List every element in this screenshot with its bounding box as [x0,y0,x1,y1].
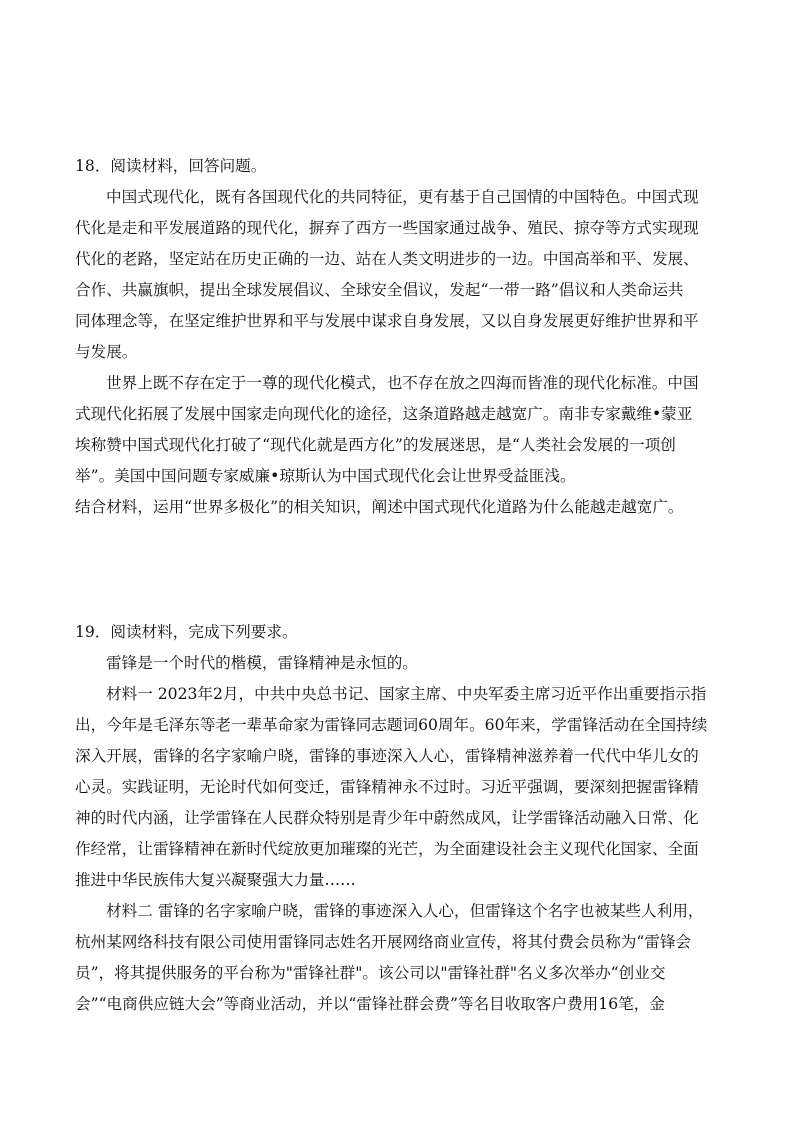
question-18-text-line: 与发展。 [75,343,138,361]
question-19-text-line: 雷锋是一个时代的楷模，雷锋精神是永恒的。 [106,654,418,672]
question-19-title: 19．阅读材料，完成下列要求。 [75,623,298,641]
question-18-text-line: 埃称赞中国式现代化打破了“现代化就是西方化”的发展迷思，是“人类社会发展的一项创 [75,436,676,454]
question-18-text-line: 合作、共赢旗帜，提出全球发展倡议、全球安全倡议，发起“一带一路”倡议和人类命运共 [75,281,684,299]
question-19-text-line: 深入开展，雷锋的名字家喻户晓，雷锋的事迹深入人心，雷锋精神滋养着一代代中华儿女的 [75,747,699,765]
question-19-text-line: 心灵。实践证明，无论时代如何变迁，雷锋精神永不过时。习近平强调，要深刻把握雷锋精 [75,778,699,796]
question-18-title: 18．阅读材料，回答问题。 [75,157,267,175]
question-19-text-line: 神的时代内涵，让学雷锋在人民群众特别是青少年中蔚然成风，让学雷锋活动融入日常、化 [75,809,699,827]
question-19-text-line: 作经常，让雷锋精神在新时代绽放更加璀璨的光芒，为全面建设社会主义现代化国家、全面 [75,840,699,858]
question-19-text-line: 出，今年是毛泽东等老一辈革命家为雷锋同志题词60周年。60年来，学雷锋活动在全国持续 [75,716,708,734]
question-18-text-line: 同体理念等，在坚定维护世界和平与发展中谋求自身发展，又以自身发展更好维护世界和平 [75,312,699,330]
question-19-text-line: 推进中华民族伟大复兴凝聚强大力量…… [75,871,356,889]
question-18-text-line: 式现代化拓展了发展中国家走向现代化的途径，这条道路越走越宽广。南非专家戴维•蒙亚 [75,405,693,423]
question-19-text-line: 杭州某网络科技有限公司使用雷锋同志姓名开展网络商业宣传，将其付费会员称为“雷锋会 [75,933,692,951]
question-18-text-line: 代化的老路，坚定站在历史正确的一边、站在人类文明进步的一边。中国高举和平、发展、 [75,250,699,268]
question-18-text-line: 举”。美国中国问题专家威廉•琼斯认为中国式现代化会让世界受益匪浅。 [75,467,576,485]
question-18-text-line: 中国式现代化，既有各国现代化的共同特征，更有基于自己国情的中国特色。中国式现 [106,188,699,206]
question-19-text-line: 材料二 雷锋的名字家喻户晓，雷锋的事迹深入人心，但雷锋这个名字也被某些人利用， [106,902,704,920]
question-19-text-line: 材料一 2023年2月，中共中央总书记、国家主席、中央军委主席习近平作出重要指示指 [106,685,707,703]
question-18-text-line: 世界上既不存在定于一尊的现代化模式，也不存在放之四海而皆准的现代化标准。中国 [106,374,699,392]
question-18-prompt: 结合材料，运用“世界多极化”的相关知识，阐述中国式现代化道路为什么能越走越宽广。 [75,498,684,516]
question-19-text-line: 员”，将其提供服务的平台称为"雷锋社群"。该公司以"雷锋社群"名义多次举办“创业交 [75,964,666,982]
question-18-text-line: 代化是走和平发展道路的现代化，摒弃了西方一些国家通过战争、殖民、掠夺等方式实现现 [75,219,699,237]
question-18 [75,151,735,523]
question-19 [75,617,735,1020]
question-19-text-line: 会”“电商供应链大会”等商业活动，并以“雷锋社群会费”等名目收取客户费用16笔，金 [75,995,665,1013]
